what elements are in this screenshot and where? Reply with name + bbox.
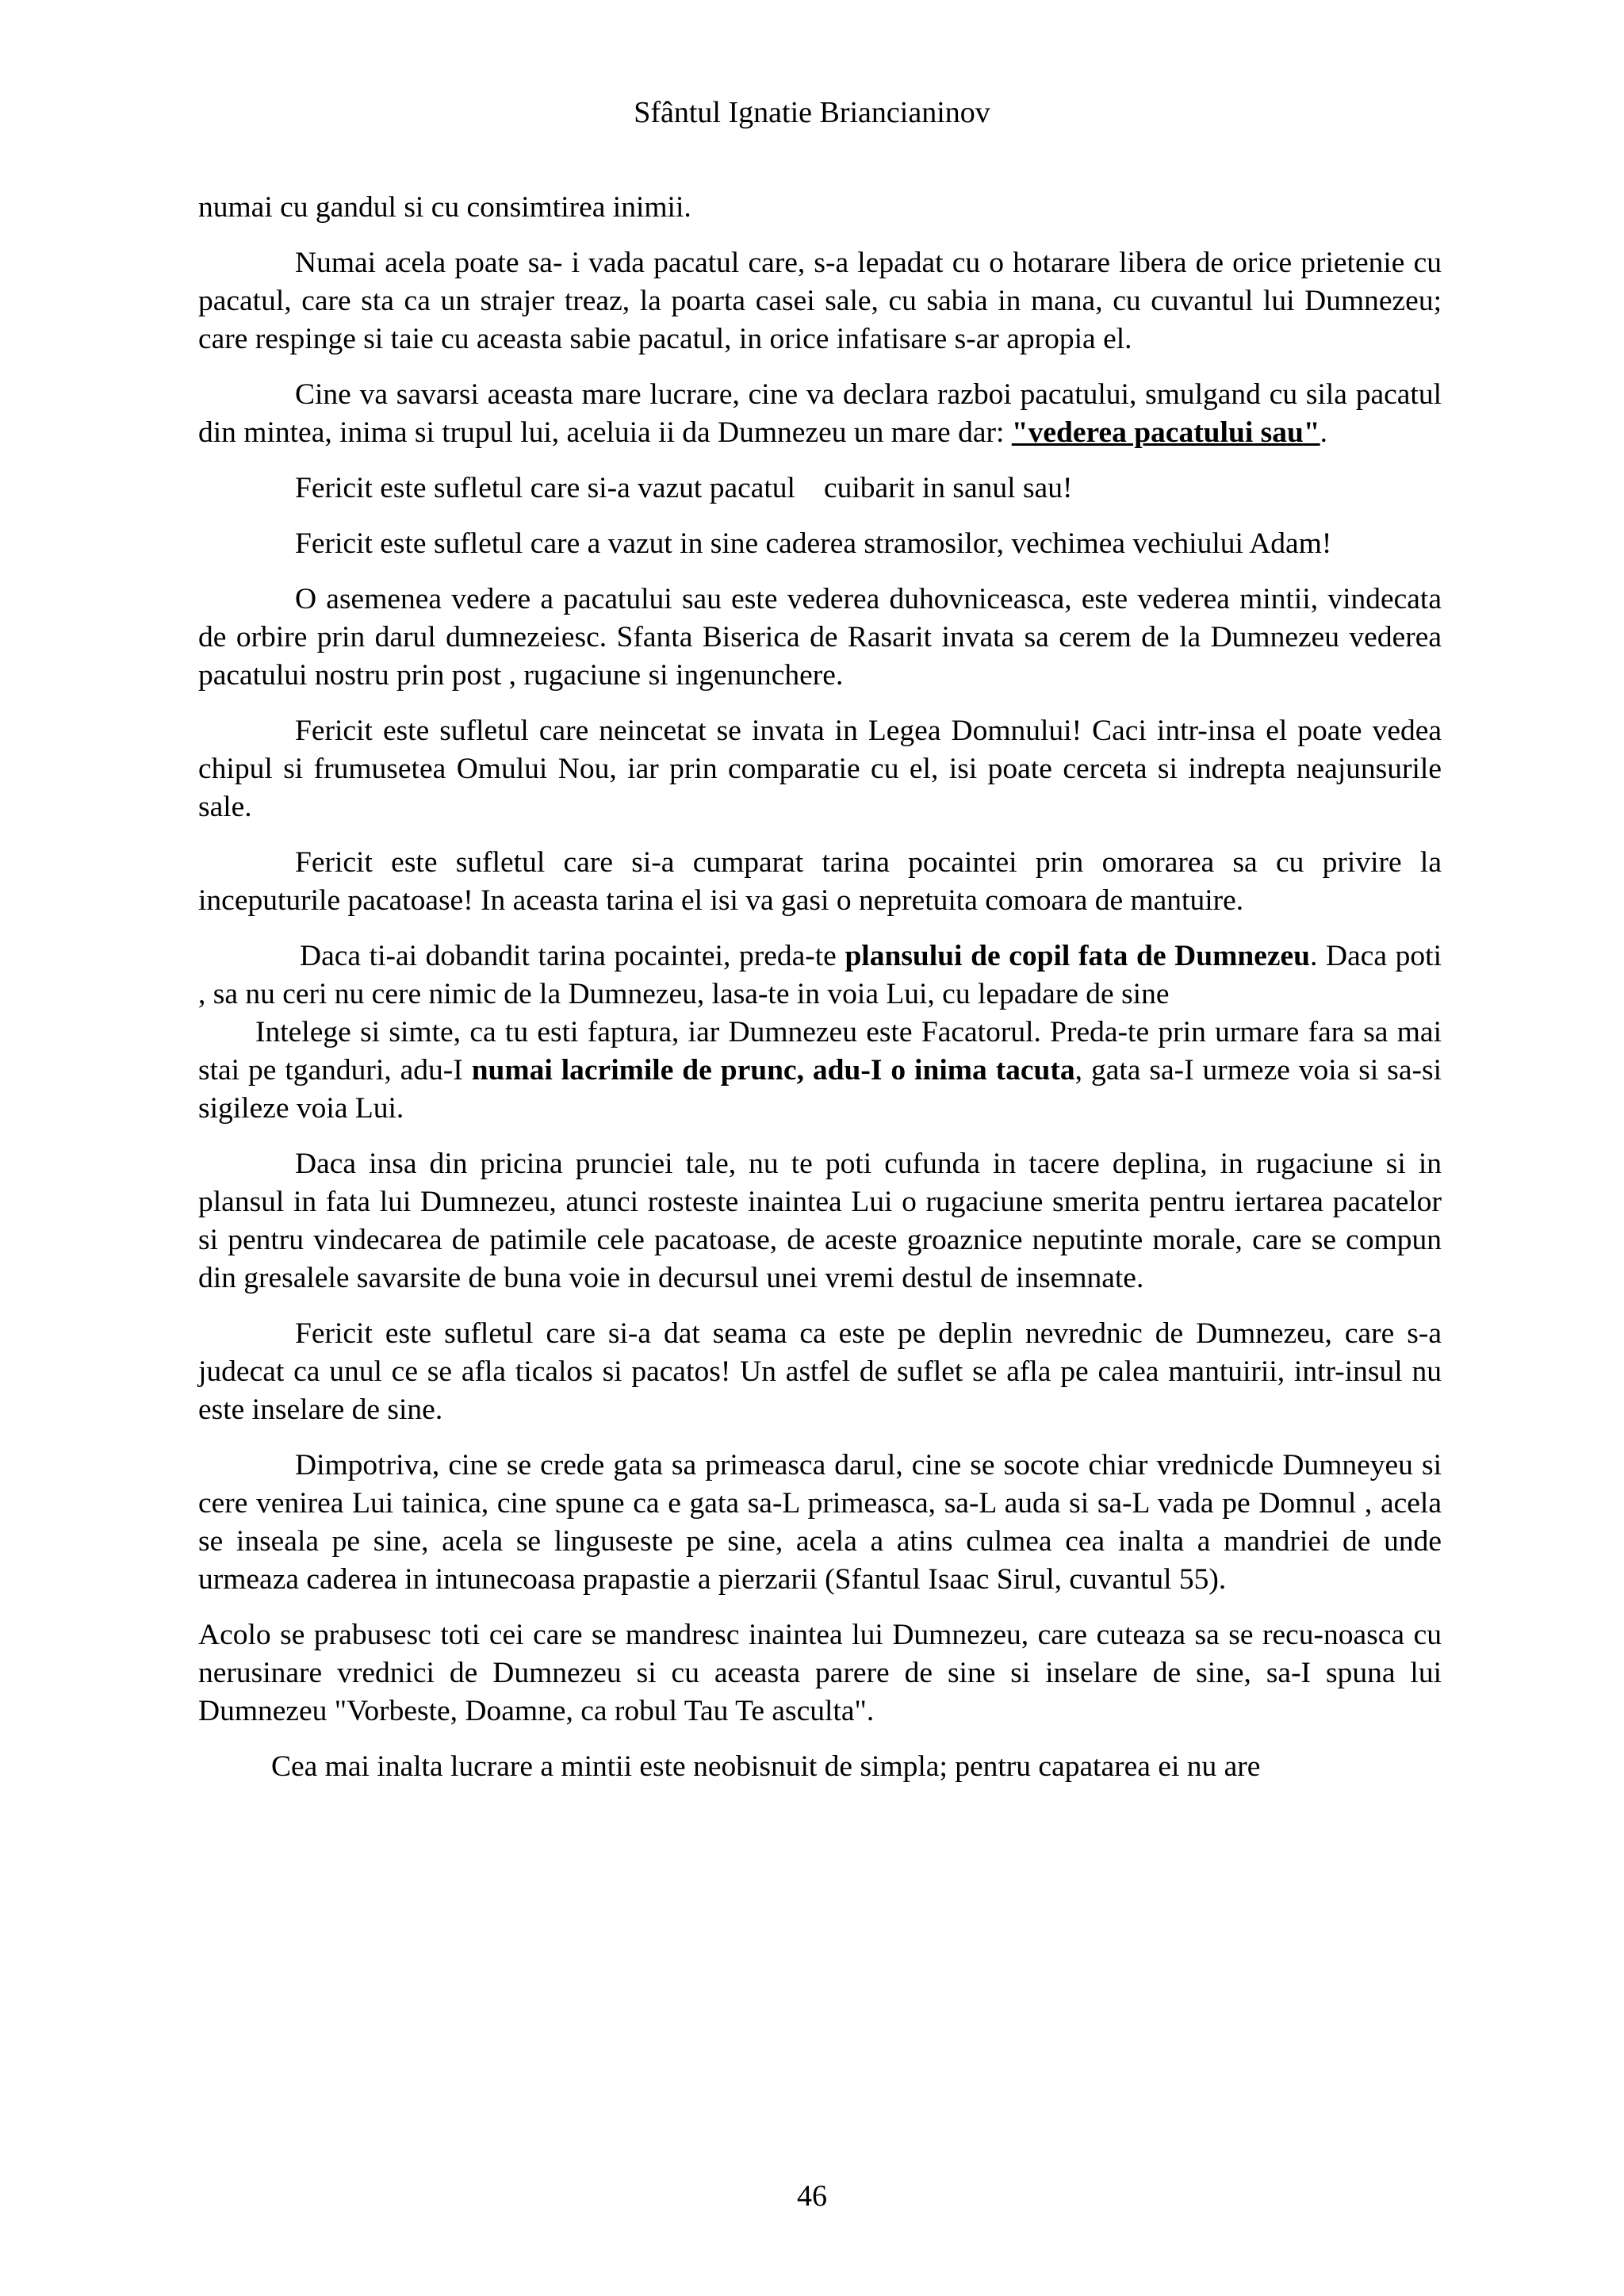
running-header: Sfântul Ignatie Briancianinov [634,96,990,129]
paragraph-13: Cea mai inalta lucrare a mintii este neobisnuit de simpla; pentru capatarea ei nu are [271,1750,1261,1783]
paragraph-0: numai cu gandul si cu consimtirea inimii. [198,191,691,224]
paragraph-8 [198,937,1442,1128]
paragraph-2-end: . [1320,416,1328,449]
paragraph-6: Fericit este sufletul care neincetat se invata in Legea Domnului! Caci intr-insa el poate vedea chipul si frumusetea Omului Nou, iar prin comparatie cu el, isi poate cerceta si indrepta neajunsurile sale. [198,715,1442,823]
page-number: 46 [797,2179,827,2213]
paragraph-12: Acolo se prabusesc toti cei care se mandresc inaintea lui Dumnezeu, care cuteaza sa se recu-noasca cu nerusinare vrednici de Dumnezeu si cu aceasta parere de sine si inselare de sine, sa-I spuna lui Dumnezeu "Vorbeste, Doamne, ca robul Tau Te asculta". [198,1619,1442,1727]
paragraph-8-text-c: . Daca poti , sa nu ceri nu cere nimic de la Dumnezeu, lasa-te in voia Lui, cu lepadare de sine [198,940,1442,1010]
paragraph-10: Fericit este sufletul care si-a dat seama ca este pe deplin nevrednic de Dumnezeu, care s-a judecat ca unul ce se afla ticalos si pacatos! Un astfel de suflet se afla pe calea mantuirii, intr-insul nu este inselare de sine. [198,1317,1442,1426]
paragraph-3-text-b: cuibarit in sanul sau! [823,472,1073,504]
paragraph-11: Dimpotriva, cine se crede gata sa primeasca darul, cine se socote chiar vrednicde Dumneyeu si cere venirea Lui tainica, cine spune ca e gata sa-L primeasca, sa-L auda si sa-L vada pe Domnul , acela se inseala pe sine, acela se linguseste pe sine, acela a atins culmea cea inalta a mandriei de unde urmeaza caderea in intunecoasa prapastie a pierzarii (Sfantul Isaac Sirul, cuvantul 55). [198,1449,1442,1596]
paragraph-5: O asemenea vedere a pacatului sau este vederea duhovniceasca, este vederea mintii, vindecata de orbire prin darul dumnezeiesc. Sfanta Biserica de Rasarit invata sa cerem de la Dumnezeu vederea pacatului nostru prin post , rugaciune si ingenunchere. [198,583,1442,692]
paragraph-3-text-a: Fericit este sufletul care si-a vazut pacatul [295,472,795,504]
emphasis-lacrimile: numai lacrimile de prunc, adu-I o inima tacuta [471,1054,1075,1087]
emphasis-plansului: plansului de copil fata de Dumnezeu [845,940,1311,972]
paragraph-2-text: Cine va savarsi aceasta mare lucrare, cine va declara razboi pacatului, smulgand cu sila pacatul din mintea, inima si trupul lui, aceluia ii da Dumnezeu un mare dar: [198,378,1442,449]
paragraph-7: Fericit este sufletul care si-a cumparat tarina pocaintei prin omorarea sa cu privire la inceputurile pacatoase! In aceasta tarina el isi va gasi o nepretuita comoara de mantuire. [198,846,1442,917]
paragraph-8-text-d: Intelege si simte, ca tu esti faptura, iar Dumnezeu este Facatorul. Preda-te prin urmare fara sa mai stai pe tganduri, adu-I [198,1016,1442,1087]
paragraph-1: Numai acela poate sa- i vada pacatul care, s-a lepadat cu o hotarare libera de orice prietenie cu pacatul, care sta ca un strajer treaz, la poarta casei sale, cu sabia in mana, cu cuvantul lui Dumnezeu; care respinge si taie cu aceasta sabie pacatul, in orice infatisare s-ar apropia el. [198,247,1442,355]
paragraph-8-text-f: , gata sa-I urmeze voia si sa-si sigileze voia Lui. [198,1054,1442,1125]
paragraph-9: Daca insa din pricina pruncieі tale, nu te poti cufunda in tacere deplina, in rugaciune si in plansul in fata lui Dumnezeu, atunci rosteste inaintea Lui o rugaciune smerita pentru iertarea pacatelor si pentru vindecarea de patimile cele pacatoase, de aceste groaznice neputinte morale, care se compun din gresalele savarsite de buna voie in decursul unei vremi destul de insemnate. [198,1148,1442,1294]
paragraph-2 [198,376,1442,452]
emphasis-vederea-pacatului: "vederea pacatului sau" [1011,416,1320,449]
paragraph-3 [198,470,1442,508]
paragraph-8-text-a: Daca ti-ai dobandit tarina pocaintei, preda-te [300,940,845,972]
document-body [198,189,1442,1803]
paragraph-4: Fericit este sufletul care a vazut in sine caderea stramosilor, vechimea vechiului Adam! [295,527,1332,560]
